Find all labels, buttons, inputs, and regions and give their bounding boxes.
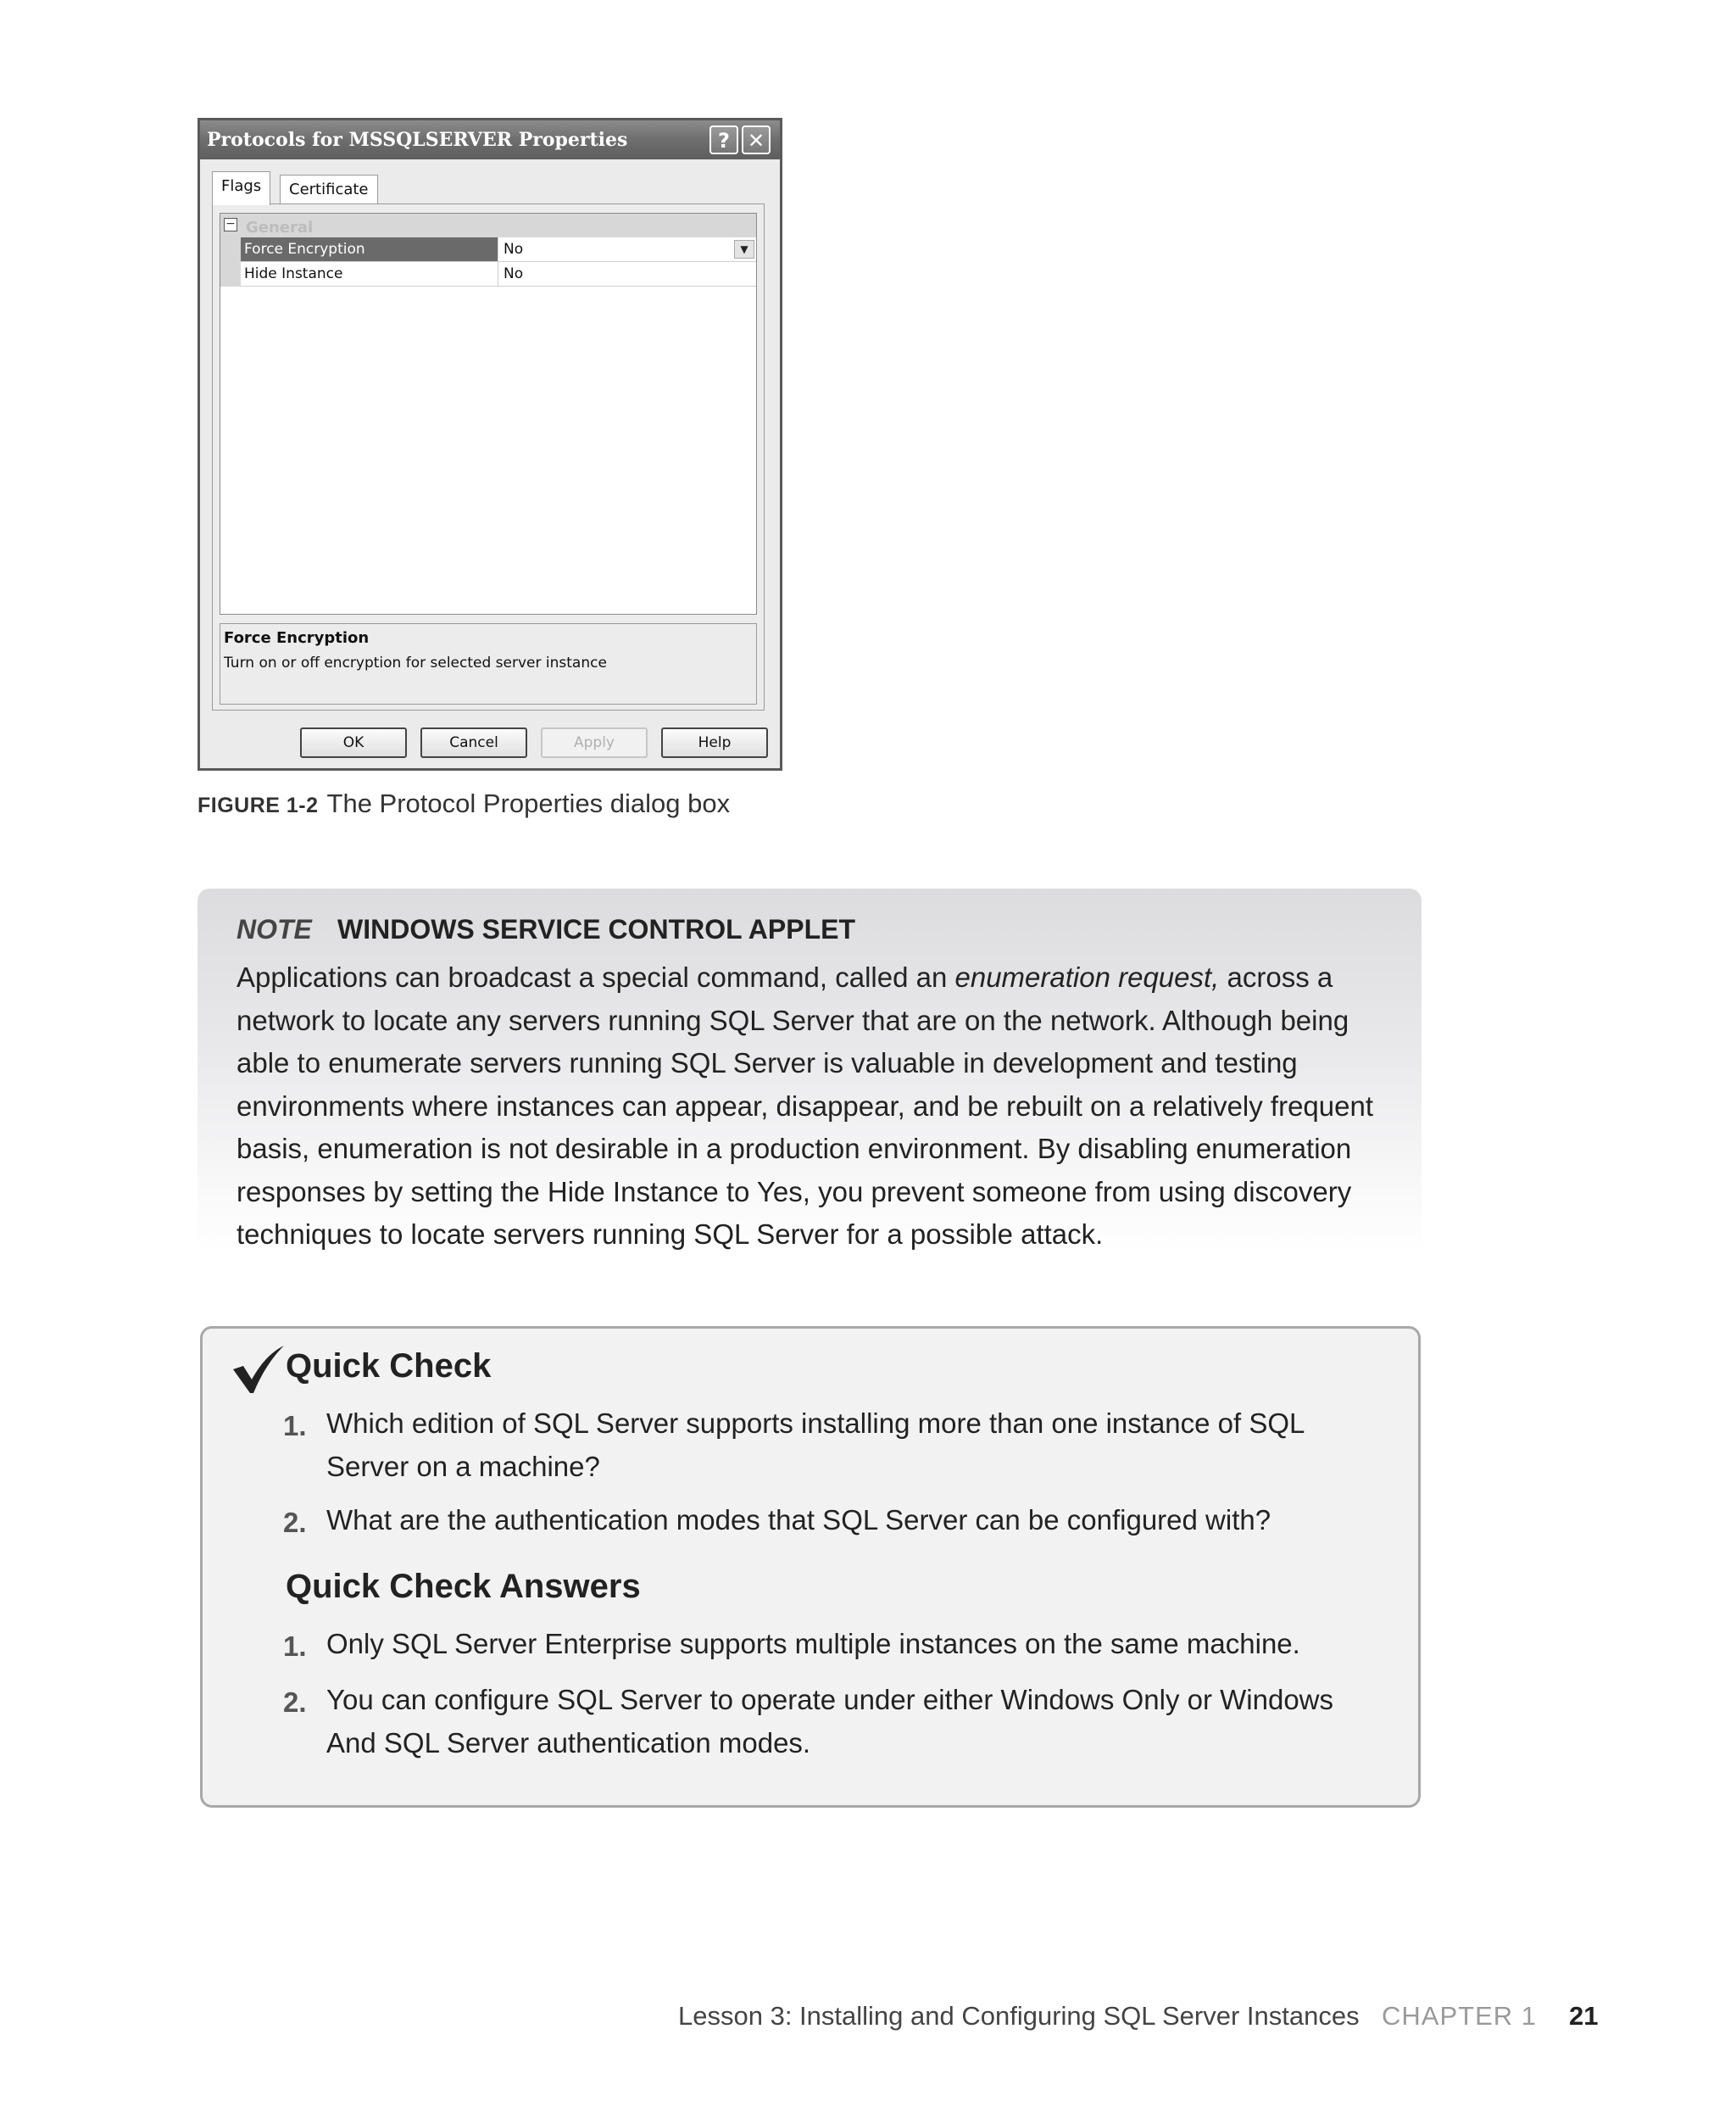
tab-certificate[interactable]: Certificate [280,175,378,205]
quick-check-box [200,1326,1421,1808]
footer-lesson: Lesson 3: Installing and Configuring SQL Server Instances [678,2001,1360,2031]
property-row-hide-instance[interactable] [241,262,756,287]
answer-text: You can configure SQL Server to operate under either Windows Only or Windows And SQL Server authentication modes. [326,1684,1333,1758]
property-value[interactable]: No [504,265,524,282]
quick-check-title: Quick Check [286,1347,492,1385]
answer-number: 1. [283,1630,307,1662]
dialog-title: Protocols for MSSQLSERVER Properties [207,129,628,151]
question-text: Which edition of SQL Server supports installing more than one instance of SQL Server on a machine? [326,1407,1305,1482]
ok-button[interactable]: OK [300,727,407,758]
question-number: 1. [283,1410,307,1441]
quick-check-answers-title: Quick Check Answers [286,1568,641,1605]
figure-caption-text: The Protocol Properties dialog box [326,789,731,818]
answer-number: 2. [283,1686,307,1718]
property-category [220,214,756,237]
tab-flags[interactable]: Flags [212,171,270,205]
description-title: Force Encryption [224,629,370,647]
help-question-icon[interactable]: ? [709,125,738,154]
note-label: NOTE [236,914,312,945]
flags-tab-panel [212,203,765,711]
question-number: 2. [283,1507,307,1538]
footer-chapter: CHAPTER 1 [1382,2001,1537,2031]
figure-caption [198,789,730,819]
answer-text: Only SQL Server Enterprise supports multiple instances on the same machine. [326,1628,1300,1659]
figure-label: FIGURE 1-2 [198,794,319,817]
property-row-force-encryption[interactable] [241,237,756,262]
property-grid [220,213,757,615]
help-button[interactable]: Help [661,727,768,758]
close-icon[interactable]: ✕ [742,125,771,154]
property-value-dropdown[interactable]: No ▼ [500,237,756,261]
note-body: Applications can broadcast a special command, called an enumeration request, across a network to locate any servers running SQL Server that are on the network. Although being able to enumerate servers running SQL Server is valuable in development and testing environments where instances can appear, disappear, and be rebuilt on a relatively frequent basis, enumeration is not desirable in a production environment. By disabling enumeration responses by setting the Hide Instance to Yes, you prevent someone from using discovery techniques to locate servers running SQL Server for a possible attack. [236,961,1374,1250]
description-text: Turn on or off encryption for selected server instance [224,655,607,672]
protocol-properties-dialog [198,118,782,771]
question-text: What are the authentication modes that SQL Server can be configured with? [326,1504,1271,1536]
note-emphasis: enumeration request, [954,961,1220,993]
note-heading: WINDOWS SERVICE CONTROL APPLET [337,914,855,945]
property-name: Force Encryption [241,237,498,261]
property-name: Hide Instance [241,262,498,286]
chevron-down-icon[interactable]: ▼ [734,240,754,259]
apply-button[interactable]: Apply [541,727,648,758]
page-number: 21 [1569,2001,1599,2031]
checkmark-icon [231,1344,286,1395]
collapse-icon[interactable]: − [224,218,237,231]
category-label: General [246,219,314,237]
note-box [198,889,1422,1255]
property-description-pane [220,623,757,705]
dialog-titlebar [200,120,780,159]
cancel-button[interactable]: Cancel [420,727,527,758]
